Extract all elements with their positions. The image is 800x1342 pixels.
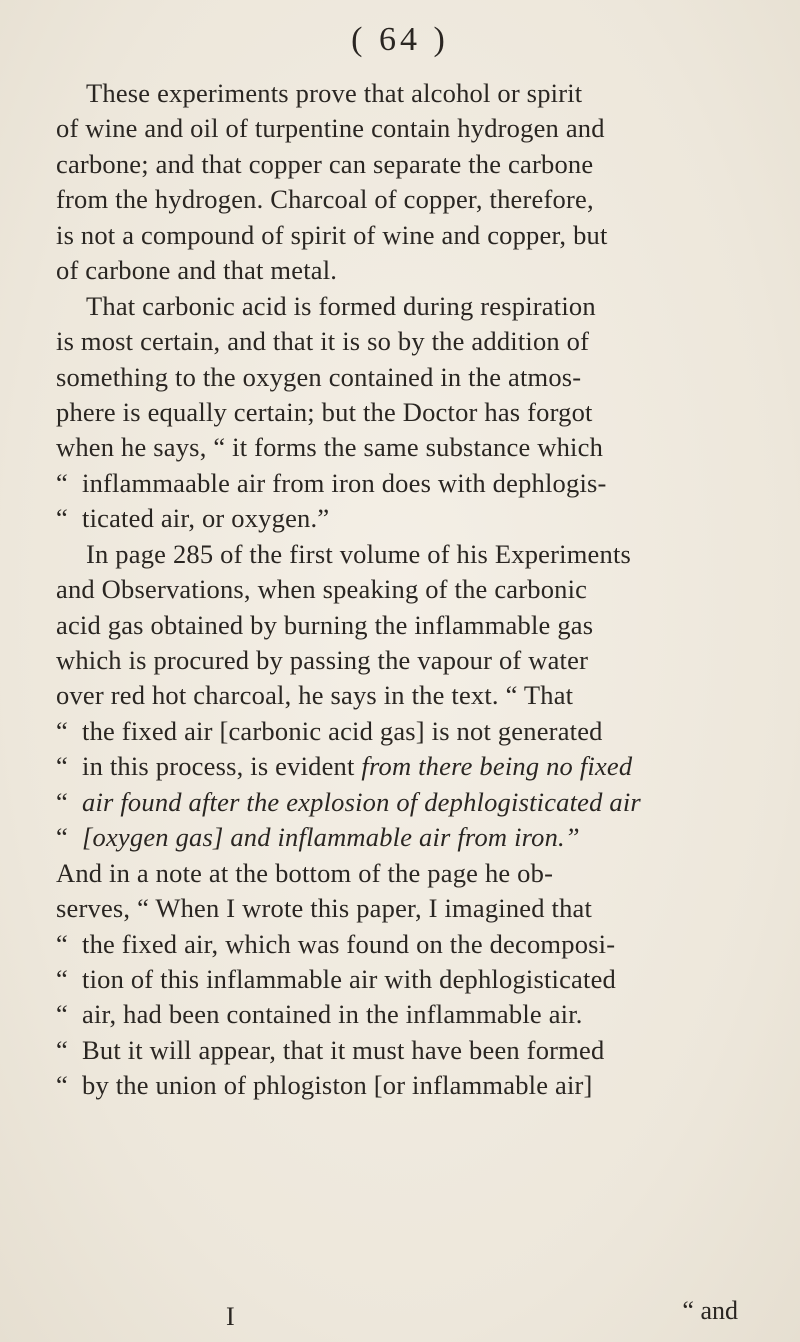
text-line <box>56 962 736 997</box>
quote-mark: “ <box>56 1070 68 1101</box>
line-text: and Observations, when speaking of the carbonic <box>56 574 588 605</box>
quote-mark: “ <box>56 1034 68 1065</box>
text-line <box>56 1068 736 1103</box>
page-number: ( 64 ) <box>351 21 449 58</box>
text-line <box>56 537 736 572</box>
text-line <box>56 466 736 501</box>
line-text: acid gas obtained by burning the inflammable gas <box>56 609 594 640</box>
text-line <box>56 218 736 253</box>
quote-mark: “ <box>56 822 68 853</box>
text-line <box>56 111 736 146</box>
text-line <box>56 927 736 962</box>
quote-mark: “ <box>56 999 68 1030</box>
text-line <box>56 360 736 395</box>
text-line <box>56 289 736 324</box>
line-text: is not a compound of spirit of wine and copper, but <box>56 219 608 250</box>
line-text: of carbone and that metal. <box>56 255 338 286</box>
line-text: That carbonic acid is formed during respiration <box>86 290 596 321</box>
line-text: when he says, “ it forms the same substance which <box>56 432 604 463</box>
text-line <box>56 608 736 643</box>
page-footer <box>56 1298 738 1338</box>
line-text: the fixed air, which was found on the decomposi- <box>82 928 616 959</box>
signature-mark: I <box>226 1302 235 1331</box>
text-line <box>56 1033 736 1068</box>
text-line <box>56 253 736 288</box>
text-line <box>56 572 736 607</box>
italic-text: from there being no fixed <box>361 751 633 782</box>
line-text: These experiments prove that alcohol or spirit <box>86 78 583 108</box>
text-line <box>56 501 736 536</box>
body-text <box>56 76 736 1104</box>
line-text: which is procured by passing the vapour of water <box>56 645 589 675</box>
line-text: inflammaable air from iron does with dephlogis- <box>82 467 607 498</box>
quote-mark: “ <box>56 715 68 746</box>
line-text: by the union of phlogiston [or inflammable air] <box>82 1070 593 1101</box>
quote-mark: “ <box>56 503 68 534</box>
quote-mark: “ <box>56 963 68 994</box>
text-line <box>56 324 736 359</box>
quote-mark: “ <box>56 467 68 498</box>
italic-text: [oxygen gas] and inflammable air from iron.” <box>82 822 580 853</box>
quote-mark: “ <box>56 786 68 817</box>
line-text: something to the oxygen contained in the atmos- <box>56 361 582 392</box>
text-line <box>56 76 736 111</box>
line-text: tion of this inflammable air with dephlogisticated <box>82 963 616 994</box>
line-text: carbone; and that copper can separate the carbone <box>56 148 594 179</box>
text-line <box>56 714 736 749</box>
line-text: from the hydrogen. Charcoal of copper, therefore, <box>56 184 594 215</box>
quote-mark: “ <box>56 751 68 782</box>
line-text: ticated air, or oxygen.” <box>82 503 330 534</box>
line-text: over red hot charcoal, he says in the text. “ That <box>56 680 574 711</box>
text-line <box>56 997 736 1032</box>
text-line <box>56 182 736 217</box>
text-line <box>56 785 736 820</box>
line-text: is most certain, and that it is so by the addition of <box>56 326 590 357</box>
quote-mark: “ <box>56 928 68 959</box>
text-line <box>56 430 736 465</box>
line-text: In page 285 of the first volume of his Experiments <box>86 538 632 569</box>
text-line <box>56 891 736 926</box>
text-line <box>56 856 736 891</box>
text-line <box>56 820 736 855</box>
text-line <box>56 147 736 182</box>
line-text: air, had been contained in the inflammable air. <box>82 999 583 1030</box>
text-line <box>56 678 736 713</box>
line-text: And in a note at the bottom of the page he ob- <box>56 857 554 888</box>
line-text: of wine and oil of turpentine contain hydrogen and <box>56 113 605 144</box>
line-text: in this process, is evident <box>82 751 362 782</box>
line-text: phere is equally certain; but the Doctor has forgot <box>56 396 593 427</box>
text-line <box>56 395 736 430</box>
italic-text: air found after the explosion of dephlogisticated air <box>82 786 641 817</box>
catchword: “ and <box>682 1296 738 1325</box>
line-text: But it will appear, that it must have been formed <box>82 1034 605 1065</box>
text-line <box>56 643 736 678</box>
line-text: serves, “ When I wrote this paper, I imagined that <box>56 893 593 924</box>
line-text: the fixed air [carbonic acid gas] is not generated <box>82 715 603 746</box>
text-line <box>56 749 736 784</box>
